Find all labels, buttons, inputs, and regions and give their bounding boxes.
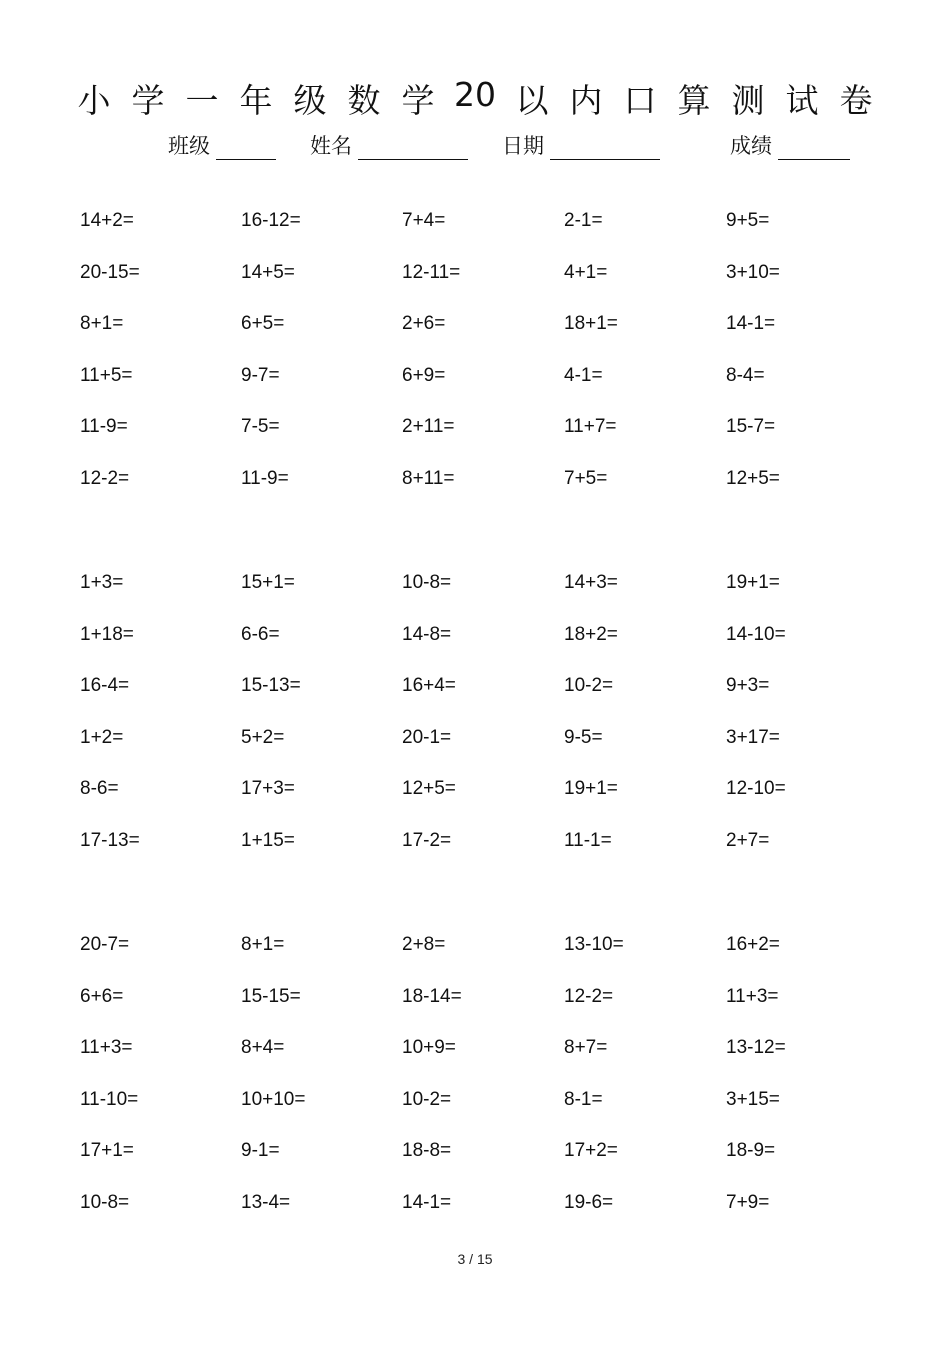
problem-item: 8+1= — [80, 313, 124, 335]
problem-item: 17+1= — [80, 1140, 134, 1162]
page-title — [0, 74, 950, 122]
problem-item: 17+3= — [241, 778, 295, 800]
problem-item: 3+15= — [726, 1088, 780, 1110]
problem-item: 2+7= — [726, 830, 770, 851]
class-label: 班级 — [168, 134, 210, 158]
problem-item: 15-15= — [241, 985, 301, 1007]
title-char: 以 — [515, 80, 549, 120]
problem-item: 12-10= — [726, 778, 786, 800]
problem-item: 16-12= — [241, 210, 301, 231]
title-char: 卷 — [839, 80, 873, 120]
problem-item: 6-6= — [241, 623, 280, 645]
title-char: 学 — [131, 80, 165, 120]
problem-item: 19-6= — [564, 1192, 614, 1213]
problem-item: 2+8= — [402, 934, 446, 955]
problem-item: 16-4= — [80, 675, 130, 697]
problem-item: 10-2= — [564, 675, 614, 697]
problem-item: 3+17= — [726, 726, 780, 748]
score-field — [730, 128, 850, 160]
problem-item: 11-10= — [80, 1088, 139, 1110]
problem-item: 8-4= — [726, 364, 765, 386]
problem-item: 10-8= — [80, 1192, 130, 1213]
problem-item: 12-11= — [402, 261, 461, 283]
title-char: 试 — [785, 80, 819, 120]
problem-item: 13-4= — [241, 1192, 291, 1213]
problem-item: 18-14= — [402, 985, 462, 1007]
problem-item: 9-5= — [564, 726, 603, 748]
problem-item: 15-7= — [726, 416, 776, 438]
problem-item: 4-1= — [564, 364, 603, 386]
problem-item: 16+2= — [726, 934, 780, 955]
problem-item: 14-8= — [402, 623, 452, 645]
name-blank[interactable] — [358, 135, 468, 160]
problem-item: 1+15= — [241, 830, 295, 851]
problem-item: 18+2= — [564, 623, 618, 645]
problem-item: 8-6= — [80, 778, 119, 800]
title-char: 级 — [293, 80, 327, 120]
problem-item: 2-1= — [564, 210, 603, 231]
title-char: 内 — [569, 80, 603, 120]
problem-item: 17+2= — [564, 1140, 618, 1162]
problem-item: 7+9= — [726, 1192, 770, 1213]
problem-item: 2+6= — [402, 313, 446, 335]
title-char: 数 — [347, 80, 381, 120]
page-number: 3 / 15 — [457, 1251, 493, 1267]
problem-item: 7+4= — [402, 210, 446, 231]
problem-item: 14-1= — [726, 313, 776, 335]
title-char: 年 — [239, 80, 273, 120]
problem-item: 18+1= — [564, 313, 618, 335]
problem-item: 15-13= — [241, 675, 301, 697]
student-info-row — [0, 128, 950, 162]
title-char: 小 — [77, 80, 111, 120]
problem-item: 12-2= — [80, 468, 130, 489]
problem-item: 14-1= — [402, 1192, 452, 1213]
problem-item: 9-1= — [241, 1140, 280, 1162]
problem-item: 10+10= — [241, 1088, 306, 1110]
problem-item: 1+18= — [80, 623, 134, 645]
date-label: 日期 — [502, 134, 544, 158]
problem-item: 12-2= — [564, 985, 614, 1007]
problem-item: 11-1= — [564, 830, 612, 851]
problem-item: 3+10= — [726, 261, 780, 283]
problem-item: 15+1= — [241, 572, 295, 593]
problem-item: 12+5= — [726, 468, 780, 489]
problem-item: 11+5= — [80, 364, 133, 386]
date-field — [502, 128, 660, 160]
problem-item: 5+2= — [241, 726, 285, 748]
problem-item: 6+9= — [402, 364, 446, 386]
title-char: 20 — [454, 74, 496, 114]
problem-item: 20-15= — [80, 261, 140, 283]
problem-item: 7-5= — [241, 416, 280, 438]
name-field — [310, 128, 468, 160]
problem-item: 11-9= — [80, 416, 128, 438]
problem-item: 9-7= — [241, 364, 280, 386]
problem-item: 13-10= — [564, 934, 624, 955]
title-char: 口 — [623, 80, 657, 120]
problem-item: 4+1= — [564, 261, 608, 283]
problem-item: 11+3= — [80, 1037, 133, 1059]
class-blank[interactable] — [216, 135, 276, 160]
date-blank[interactable] — [550, 135, 660, 160]
problem-item: 18-8= — [402, 1140, 452, 1162]
problem-item: 9+5= — [726, 210, 770, 231]
score-label: 成绩 — [730, 134, 772, 158]
problem-item: 19+1= — [564, 778, 618, 800]
problem-item: 20-7= — [80, 934, 130, 955]
problem-item: 17-13= — [80, 830, 140, 851]
problem-item: 14-10= — [726, 623, 786, 645]
title-char: 学 — [401, 80, 435, 120]
problem-item: 12+5= — [402, 778, 456, 800]
title-char: 测 — [731, 80, 765, 120]
title-char: 算 — [677, 80, 711, 120]
problem-item: 19+1= — [726, 572, 780, 593]
title-text — [67, 75, 883, 122]
problem-item: 8+7= — [564, 1037, 608, 1059]
problem-item: 10+9= — [402, 1037, 456, 1059]
problem-item: 17-2= — [402, 830, 452, 851]
problem-item: 10-2= — [402, 1088, 452, 1110]
class-field — [168, 128, 276, 160]
problem-item: 1+3= — [80, 572, 124, 593]
problem-item: 14+5= — [241, 261, 295, 283]
problem-item: 11+7= — [564, 416, 617, 438]
problem-item: 14+3= — [564, 572, 618, 593]
problem-item: 10-8= — [402, 572, 452, 593]
problem-item: 7+5= — [564, 468, 608, 489]
problem-item: 1+2= — [80, 726, 124, 748]
problem-item: 11-9= — [241, 468, 289, 489]
title-char: 一 — [185, 80, 219, 120]
problem-item: 20-1= — [402, 726, 452, 748]
problem-item: 8+1= — [241, 934, 285, 955]
problem-item: 13-12= — [726, 1037, 786, 1059]
problem-item: 8-1= — [564, 1088, 603, 1110]
name-label: 姓名 — [310, 134, 352, 158]
problem-item: 11+3= — [726, 985, 779, 1007]
problem-item: 16+4= — [402, 675, 456, 697]
problem-item: 2+11= — [402, 416, 455, 438]
problem-item: 14+2= — [80, 210, 134, 231]
problem-item: 8+4= — [241, 1037, 285, 1059]
problem-item: 8+11= — [402, 468, 455, 489]
problem-item: 9+3= — [726, 675, 770, 697]
score-blank[interactable] — [778, 135, 850, 160]
problem-item: 18-9= — [726, 1140, 776, 1162]
problem-item: 6+6= — [80, 985, 124, 1007]
problem-item: 6+5= — [241, 313, 285, 335]
